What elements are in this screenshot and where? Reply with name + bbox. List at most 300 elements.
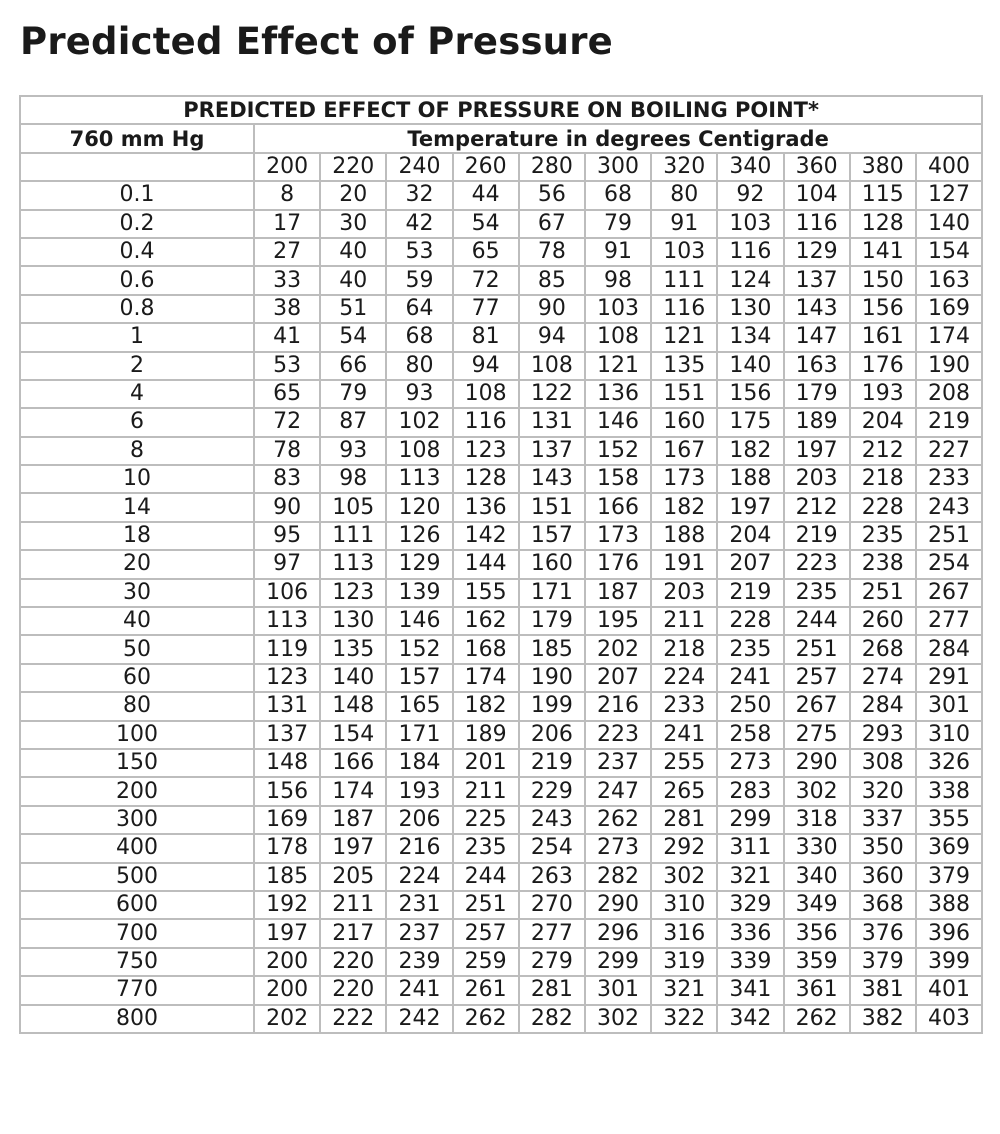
boiling-point-cell: 243: [519, 806, 585, 834]
boiling-point-cell: 38: [254, 295, 320, 323]
boiling-point-cell: 228: [717, 607, 783, 635]
table-row: [20, 692, 982, 720]
boiling-point-cell: 396: [916, 919, 982, 947]
pressure-cell: 750: [20, 948, 254, 976]
table-row: [20, 210, 982, 238]
boiling-point-cell: 113: [386, 465, 452, 493]
boiling-point-cell: 113: [320, 550, 386, 578]
boiling-point-cell: 337: [850, 806, 916, 834]
boiling-point-cell: 267: [784, 692, 850, 720]
boiling-point-cell: 201: [453, 749, 519, 777]
temperature-header-cell: 220: [320, 153, 386, 181]
boiling-point-cell: 141: [850, 238, 916, 266]
boiling-point-cell: 162: [453, 607, 519, 635]
table-row: [20, 323, 982, 351]
boiling-point-cell: 178: [254, 834, 320, 862]
boiling-point-cell: 360: [850, 863, 916, 891]
boiling-point-cell: 116: [651, 295, 717, 323]
boiling-point-cell: 128: [453, 465, 519, 493]
boiling-point-cell: 197: [254, 919, 320, 947]
boiling-point-cell: 281: [519, 976, 585, 1004]
boiling-point-cell: 277: [519, 919, 585, 947]
boiling-point-cell: 349: [784, 891, 850, 919]
pressure-cell: 80: [20, 692, 254, 720]
boiling-point-cell: 200: [254, 976, 320, 1004]
boiling-point-cell: 115: [850, 181, 916, 209]
page-title: Predicted Effect of Pressure: [20, 20, 613, 63]
boiling-point-cell: 184: [386, 749, 452, 777]
boiling-point-cell: 265: [651, 777, 717, 805]
boiling-point-cell: 330: [784, 834, 850, 862]
boiling-point-cell: 103: [585, 295, 651, 323]
boiling-point-cell: 273: [585, 834, 651, 862]
boiling-point-cell: 95: [254, 522, 320, 550]
boiling-point-cell: 233: [651, 692, 717, 720]
boiling-point-cell: 79: [585, 210, 651, 238]
boiling-point-cell: 53: [254, 352, 320, 380]
pressure-cell: 700: [20, 919, 254, 947]
boiling-point-cell: 275: [784, 721, 850, 749]
boiling-point-cell: 207: [717, 550, 783, 578]
pressure-cell: 60: [20, 664, 254, 692]
boiling-point-cell: 212: [850, 437, 916, 465]
boiling-point-cell: 167: [651, 437, 717, 465]
boiling-point-cell: 224: [651, 664, 717, 692]
boiling-point-cell: 108: [453, 380, 519, 408]
boiling-point-cell: 329: [717, 891, 783, 919]
temperature-header-cell: 200: [254, 153, 320, 181]
pressure-cell: 8: [20, 437, 254, 465]
boiling-point-cell: 143: [519, 465, 585, 493]
boiling-point-cell: 262: [453, 1005, 519, 1033]
boiling-point-cell: 321: [717, 863, 783, 891]
boiling-point-cell: 41: [254, 323, 320, 351]
boiling-point-cell: 222: [320, 1005, 386, 1033]
boiling-point-cell: 251: [850, 579, 916, 607]
boiling-point-cell: 311: [717, 834, 783, 862]
boiling-point-cell: 219: [784, 522, 850, 550]
boiling-point-cell: 260: [850, 607, 916, 635]
temperature-header-cell: 240: [386, 153, 452, 181]
boiling-point-cell: 207: [585, 664, 651, 692]
boiling-point-cell: 308: [850, 749, 916, 777]
boiling-point-cell: 113: [254, 607, 320, 635]
boiling-point-cell: 116: [717, 238, 783, 266]
table-row: [20, 579, 982, 607]
pressure-cell: 770: [20, 976, 254, 1004]
pressure-cell: 300: [20, 806, 254, 834]
boiling-point-cell: 270: [519, 891, 585, 919]
boiling-point-cell: 127: [916, 181, 982, 209]
table-row: [20, 806, 982, 834]
boiling-point-cell: 239: [386, 948, 452, 976]
boiling-point-cell: 262: [585, 806, 651, 834]
boiling-point-cell: 179: [784, 380, 850, 408]
pressure-cell: 0.4: [20, 238, 254, 266]
table-row: [20, 266, 982, 294]
boiling-point-cell: 202: [254, 1005, 320, 1033]
boiling-point-cell: 179: [519, 607, 585, 635]
boiling-point-cell: 65: [254, 380, 320, 408]
boiling-point-cell: 93: [386, 380, 452, 408]
temperature-header-cell: 280: [519, 153, 585, 181]
boiling-point-cell: 143: [784, 295, 850, 323]
boiling-point-cell: 68: [386, 323, 452, 351]
boiling-point-cell: 290: [784, 749, 850, 777]
pressure-cell: 10: [20, 465, 254, 493]
pressure-cell: 6: [20, 408, 254, 436]
boiling-point-cell: 121: [585, 352, 651, 380]
boiling-point-cell: 338: [916, 777, 982, 805]
boiling-point-cell: 174: [320, 777, 386, 805]
boiling-point-cell: 197: [784, 437, 850, 465]
boiling-point-cell: 326: [916, 749, 982, 777]
temperature-values-row: [20, 153, 982, 181]
pressure-cell: 150: [20, 749, 254, 777]
boiling-point-cell: 54: [320, 323, 386, 351]
boiling-point-cell: 161: [850, 323, 916, 351]
pressure-cell: 600: [20, 891, 254, 919]
boiling-point-cell: 135: [320, 635, 386, 663]
boiling-point-cell: 283: [717, 777, 783, 805]
boiling-point-cell: 156: [717, 380, 783, 408]
table-row: [20, 380, 982, 408]
boiling-point-cell: 151: [519, 493, 585, 521]
boiling-point-cell: 40: [320, 238, 386, 266]
boiling-point-cell: 163: [916, 266, 982, 294]
boiling-point-cell: 182: [453, 692, 519, 720]
boiling-point-cell: 195: [585, 607, 651, 635]
boiling-point-cell: 237: [585, 749, 651, 777]
boiling-point-cell: 301: [585, 976, 651, 1004]
boiling-point-cell: 361: [784, 976, 850, 1004]
boiling-point-cell: 368: [850, 891, 916, 919]
boiling-point-cell: 92: [717, 181, 783, 209]
boiling-point-cell: 219: [717, 579, 783, 607]
boiling-point-cell: 284: [916, 635, 982, 663]
table-row: [20, 437, 982, 465]
boiling-point-cell: 54: [453, 210, 519, 238]
boiling-point-cell: 258: [717, 721, 783, 749]
pressure-cell: 2: [20, 352, 254, 380]
boiling-point-cell: 290: [585, 891, 651, 919]
boiling-point-cell: 191: [651, 550, 717, 578]
boiling-point-cell: 40: [320, 266, 386, 294]
boiling-point-cell: 188: [651, 522, 717, 550]
boiling-point-cell: 124: [717, 266, 783, 294]
boiling-point-cell: 136: [585, 380, 651, 408]
boiling-point-cell: 174: [916, 323, 982, 351]
boiling-point-cell: 94: [519, 323, 585, 351]
boiling-point-cell: 131: [254, 692, 320, 720]
boiling-point-cell: 197: [717, 493, 783, 521]
boiling-point-cell: 108: [386, 437, 452, 465]
boiling-point-cell: 376: [850, 919, 916, 947]
boiling-point-cell: 98: [320, 465, 386, 493]
boiling-point-cell: 30: [320, 210, 386, 238]
boiling-point-cell: 130: [320, 607, 386, 635]
boiling-point-cell: 292: [651, 834, 717, 862]
boiling-point-cell: 64: [386, 295, 452, 323]
table-row: [20, 919, 982, 947]
pressure-cell: 500: [20, 863, 254, 891]
boiling-point-cell: 108: [585, 323, 651, 351]
boiling-point-cell: 185: [254, 863, 320, 891]
table-row: [20, 863, 982, 891]
boiling-point-cell: 244: [453, 863, 519, 891]
boiling-point-cell: 56: [519, 181, 585, 209]
boiling-point-cell: 235: [784, 579, 850, 607]
boiling-point-cell: 171: [386, 721, 452, 749]
table-row: [20, 1005, 982, 1033]
temperature-column-header: Temperature in degrees Centigrade: [254, 124, 982, 152]
boiling-point-cell: 356: [784, 919, 850, 947]
boiling-point-cell: 85: [519, 266, 585, 294]
boiling-point-cell: 219: [916, 408, 982, 436]
boiling-point-cell: 199: [519, 692, 585, 720]
boiling-point-cell: 284: [850, 692, 916, 720]
boiling-point-cell: 336: [717, 919, 783, 947]
boiling-point-cell: 302: [651, 863, 717, 891]
boiling-point-cell: 144: [453, 550, 519, 578]
temperature-header-cell: 260: [453, 153, 519, 181]
boiling-point-cell: 189: [784, 408, 850, 436]
boiling-point-cell: 310: [651, 891, 717, 919]
boiling-point-cell: 8: [254, 181, 320, 209]
boiling-point-cell: 42: [386, 210, 452, 238]
boiling-point-cell: 20: [320, 181, 386, 209]
table-row: [20, 749, 982, 777]
boiling-point-cell: 227: [916, 437, 982, 465]
boiling-point-cell: 224: [386, 863, 452, 891]
boiling-point-cell: 79: [320, 380, 386, 408]
temperature-header-cell: 400: [916, 153, 982, 181]
pressure-cell: 0.1: [20, 181, 254, 209]
boiling-point-cell: 273: [717, 749, 783, 777]
boiling-point-cell: 173: [585, 522, 651, 550]
pressure-cell: 0.6: [20, 266, 254, 294]
table-row: [20, 465, 982, 493]
boiling-point-cell: 140: [320, 664, 386, 692]
boiling-point-cell: 168: [453, 635, 519, 663]
boiling-point-cell: 381: [850, 976, 916, 1004]
boiling-point-cell: 187: [320, 806, 386, 834]
boiling-point-cell: 90: [519, 295, 585, 323]
pressure-cell: 400: [20, 834, 254, 862]
boiling-point-cell: 193: [386, 777, 452, 805]
boiling-point-cell: 254: [519, 834, 585, 862]
boiling-point-cell: 379: [850, 948, 916, 976]
boiling-point-cell: 262: [784, 1005, 850, 1033]
boiling-point-cell: 320: [850, 777, 916, 805]
boiling-point-cell: 154: [916, 238, 982, 266]
boiling-point-cell: 33: [254, 266, 320, 294]
boiling-point-cell: 218: [850, 465, 916, 493]
table-row: [20, 721, 982, 749]
boiling-point-cell: 157: [386, 664, 452, 692]
boiling-point-cell: 188: [717, 465, 783, 493]
boiling-point-cell: 299: [585, 948, 651, 976]
boiling-point-cell: 91: [585, 238, 651, 266]
table-row: [20, 664, 982, 692]
boiling-point-cell: 238: [850, 550, 916, 578]
boiling-point-cell: 310: [916, 721, 982, 749]
boiling-point-cell: 229: [519, 777, 585, 805]
boiling-point-cell: 78: [254, 437, 320, 465]
boiling-point-cell: 231: [386, 891, 452, 919]
boiling-point-cell: 93: [320, 437, 386, 465]
boiling-point-cell: 388: [916, 891, 982, 919]
boiling-point-cell: 126: [386, 522, 452, 550]
boiling-point-cell: 94: [453, 352, 519, 380]
boiling-point-cell: 81: [453, 323, 519, 351]
boiling-point-cell: 220: [320, 976, 386, 1004]
boiling-point-cell: 193: [850, 380, 916, 408]
boiling-point-cell: 212: [784, 493, 850, 521]
boiling-point-cell: 169: [254, 806, 320, 834]
boiling-point-cell: 182: [717, 437, 783, 465]
boiling-point-cell: 216: [585, 692, 651, 720]
boiling-point-cell: 182: [651, 493, 717, 521]
boiling-point-cell: 296: [585, 919, 651, 947]
boiling-point-cell: 190: [916, 352, 982, 380]
boiling-point-cell: 225: [453, 806, 519, 834]
table-row: [20, 522, 982, 550]
boiling-point-cell: 137: [254, 721, 320, 749]
boiling-point-cell: 254: [916, 550, 982, 578]
boiling-point-cell: 17: [254, 210, 320, 238]
boiling-point-cell: 134: [717, 323, 783, 351]
boiling-point-cell: 152: [386, 635, 452, 663]
table-row: [20, 352, 982, 380]
table-row: [20, 834, 982, 862]
boiling-point-cell: 148: [320, 692, 386, 720]
boiling-point-cell: 104: [784, 181, 850, 209]
boiling-point-cell: 80: [651, 181, 717, 209]
boiling-point-cell: 111: [651, 266, 717, 294]
boiling-point-cell: 148: [254, 749, 320, 777]
boiling-point-cell: 216: [386, 834, 452, 862]
boiling-point-cell: 251: [916, 522, 982, 550]
boiling-point-cell: 279: [519, 948, 585, 976]
temperature-header-cell: 340: [717, 153, 783, 181]
boiling-point-cell: 123: [320, 579, 386, 607]
boiling-point-cell: 204: [717, 522, 783, 550]
table-row: [20, 891, 982, 919]
boiling-point-cell: 78: [519, 238, 585, 266]
table-header-row: [20, 124, 982, 152]
boiling-point-cell: 136: [453, 493, 519, 521]
boiling-point-cell: 302: [585, 1005, 651, 1033]
boiling-point-cell: 137: [784, 266, 850, 294]
boiling-point-cell: 261: [453, 976, 519, 1004]
boiling-point-cell: 147: [784, 323, 850, 351]
boiling-point-cell: 146: [585, 408, 651, 436]
pressure-cell: 0.2: [20, 210, 254, 238]
boiling-point-cell: 185: [519, 635, 585, 663]
boiling-point-cell: 202: [585, 635, 651, 663]
boiling-point-cell: 146: [386, 607, 452, 635]
boiling-point-cell: 72: [453, 266, 519, 294]
boiling-point-cell: 98: [585, 266, 651, 294]
boiling-point-cell: 158: [585, 465, 651, 493]
boiling-point-cell: 200: [254, 948, 320, 976]
boiling-point-cell: 355: [916, 806, 982, 834]
boiling-point-cell: 103: [717, 210, 783, 238]
boiling-point-cell: 66: [320, 352, 386, 380]
boiling-point-cell: 369: [916, 834, 982, 862]
boiling-point-cell: 242: [386, 1005, 452, 1033]
boiling-point-cell: 157: [519, 522, 585, 550]
pressure-cell: 0.8: [20, 295, 254, 323]
boiling-point-cell: 173: [651, 465, 717, 493]
boiling-point-table: [19, 95, 983, 1034]
boiling-point-cell: 302: [784, 777, 850, 805]
boiling-point-cell: 176: [585, 550, 651, 578]
boiling-point-cell: 72: [254, 408, 320, 436]
boiling-point-cell: 203: [784, 465, 850, 493]
boiling-point-cell: 171: [519, 579, 585, 607]
boiling-point-cell: 299: [717, 806, 783, 834]
boiling-point-cell: 359: [784, 948, 850, 976]
boiling-point-cell: 223: [784, 550, 850, 578]
boiling-point-cell: 244: [784, 607, 850, 635]
boiling-point-cell: 318: [784, 806, 850, 834]
table-row: [20, 550, 982, 578]
boiling-point-cell: 190: [519, 664, 585, 692]
boiling-point-cell: 122: [519, 380, 585, 408]
temperature-header-cell: 380: [850, 153, 916, 181]
boiling-point-cell: 121: [651, 323, 717, 351]
boiling-point-cell: 123: [254, 664, 320, 692]
boiling-point-cell: 150: [850, 266, 916, 294]
boiling-point-cell: 68: [585, 181, 651, 209]
boiling-point-cell: 211: [651, 607, 717, 635]
boiling-point-cell: 228: [850, 493, 916, 521]
boiling-point-cell: 220: [320, 948, 386, 976]
boiling-point-cell: 187: [585, 579, 651, 607]
boiling-point-cell: 342: [717, 1005, 783, 1033]
boiling-point-cell: 235: [717, 635, 783, 663]
boiling-point-cell: 137: [519, 437, 585, 465]
boiling-point-cell: 282: [519, 1005, 585, 1033]
boiling-point-cell: 241: [717, 664, 783, 692]
table-row: [20, 777, 982, 805]
boiling-point-cell: 203: [651, 579, 717, 607]
boiling-point-cell: 131: [519, 408, 585, 436]
boiling-point-cell: 235: [453, 834, 519, 862]
boiling-point-cell: 51: [320, 295, 386, 323]
boiling-point-cell: 268: [850, 635, 916, 663]
boiling-point-cell: 204: [850, 408, 916, 436]
boiling-point-cell: 105: [320, 493, 386, 521]
table-caption: PREDICTED EFFECT OF PRESSURE ON BOILING POINT*: [20, 96, 982, 124]
boiling-point-cell: 128: [850, 210, 916, 238]
boiling-point-cell: 53: [386, 238, 452, 266]
boiling-point-cell: 382: [850, 1005, 916, 1033]
boiling-point-cell: 211: [320, 891, 386, 919]
boiling-point-cell: 192: [254, 891, 320, 919]
boiling-point-cell: 103: [651, 238, 717, 266]
boiling-point-cell: 80: [386, 352, 452, 380]
boiling-point-cell: 350: [850, 834, 916, 862]
boiling-point-cell: 247: [585, 777, 651, 805]
boiling-point-cell: 291: [916, 664, 982, 692]
boiling-point-cell: 140: [717, 352, 783, 380]
table-row: [20, 408, 982, 436]
boiling-point-cell: 160: [519, 550, 585, 578]
boiling-point-cell: 119: [254, 635, 320, 663]
